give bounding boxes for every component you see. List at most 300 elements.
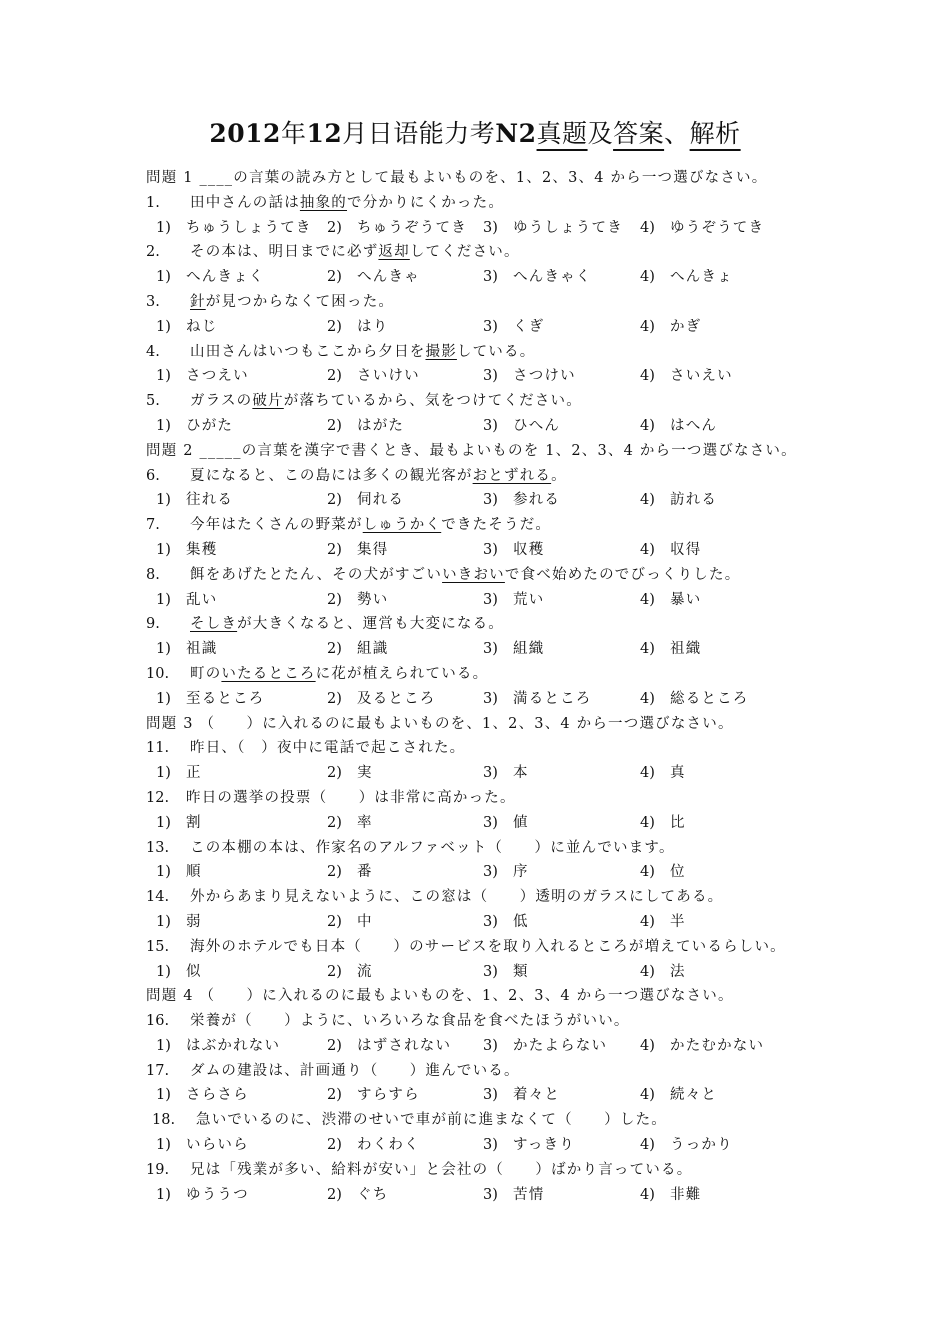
option-number: 1)	[156, 913, 171, 930]
option-text: 率	[357, 814, 373, 831]
option-text: はり	[357, 318, 389, 335]
question-item	[146, 1009, 846, 1034]
answer-option-1	[156, 811, 202, 836]
underlined-word: 破片	[252, 393, 284, 410]
option-number: 4)	[640, 765, 655, 782]
answer-option-1	[156, 265, 265, 290]
option-text: へんきゃく	[513, 269, 592, 286]
question-item	[146, 240, 846, 265]
question-number: 1.	[146, 194, 160, 211]
option-number: 2)	[327, 1087, 342, 1104]
page-title: 2012年12月日语能力考N2真题及答案、解析	[209, 119, 741, 148]
question-item	[146, 191, 846, 216]
answer-option-2	[327, 860, 373, 885]
option-text: 参れる	[513, 492, 561, 509]
question-text-end: が見つからなくて困った。	[205, 293, 395, 310]
option-text: 実	[357, 765, 373, 782]
option-number: 1)	[156, 1137, 171, 1154]
question-list	[146, 166, 846, 1207]
option-text: 位	[670, 864, 686, 881]
option-number: 1)	[156, 963, 171, 980]
option-text: ゆうしょうてき	[513, 219, 623, 236]
answer-option-3	[483, 1133, 575, 1158]
option-number: 2)	[327, 1137, 342, 1154]
option-number: 4)	[640, 1186, 655, 1203]
option-number: 1)	[156, 641, 171, 658]
answer-option-3	[483, 811, 529, 836]
option-number: 3)	[483, 963, 498, 980]
option-text: 順	[186, 864, 202, 881]
question-number: 7.	[146, 517, 160, 534]
answer-option-1	[156, 687, 265, 712]
option-number: 3)	[483, 765, 498, 782]
option-number: 3)	[483, 417, 498, 434]
option-text: 非難	[670, 1186, 702, 1203]
answer-option-4	[640, 538, 701, 563]
question-text-end: している。	[456, 343, 536, 360]
option-number: 2)	[327, 269, 342, 286]
option-number: 2)	[327, 368, 342, 385]
option-text: 伺れる	[357, 492, 405, 509]
question-number: 10.	[146, 665, 170, 682]
option-number: 3)	[483, 591, 498, 608]
option-number: 4)	[640, 541, 655, 558]
answer-option-4	[640, 1083, 717, 1108]
option-number: 1)	[156, 492, 171, 509]
question-text-end: できたそうだ。	[441, 517, 552, 534]
question-item	[146, 290, 846, 315]
option-number: 4)	[640, 492, 655, 509]
question-text: 外からあまり見えないように、この窓は（ ）透明のガラスにしてある。	[190, 889, 724, 906]
option-text: かぎ	[670, 318, 702, 335]
option-number: 3)	[483, 913, 498, 930]
question-item	[146, 736, 846, 761]
option-text: 訪れる	[670, 492, 718, 509]
option-text: さいけい	[357, 368, 420, 385]
option-number: 2)	[327, 765, 342, 782]
option-number: 1)	[156, 591, 171, 608]
question-text-end: で分かりにくかった。	[347, 194, 505, 211]
option-text: 収穫	[513, 541, 545, 558]
option-number: 3)	[483, 269, 498, 286]
answer-options	[146, 315, 846, 340]
option-number: 2)	[327, 219, 342, 236]
option-number: 3)	[483, 492, 498, 509]
answer-option-4	[640, 488, 717, 513]
answer-option-1	[156, 637, 217, 662]
option-text: 乱い	[186, 591, 218, 608]
answer-option-2	[327, 315, 388, 340]
answer-options	[146, 960, 846, 985]
option-number: 4)	[640, 318, 655, 335]
answer-option-3	[483, 910, 529, 935]
option-text: ひへん	[513, 417, 561, 434]
option-text: 荒い	[513, 591, 545, 608]
answer-option-2	[327, 364, 420, 389]
option-text: 往れる	[186, 492, 234, 509]
answer-option-4	[640, 811, 686, 836]
underlined-word: いきおい	[442, 566, 505, 583]
answer-option-1	[156, 860, 202, 885]
option-number: 3)	[483, 1186, 498, 1203]
answer-options	[146, 687, 846, 712]
answer-option-3	[483, 538, 544, 563]
option-text: 弱	[186, 913, 202, 930]
answer-options	[146, 265, 846, 290]
option-number: 1)	[156, 1186, 171, 1203]
question-item	[146, 1108, 846, 1133]
underlined-word: 抽象的	[299, 194, 348, 211]
option-number: 3)	[483, 1087, 498, 1104]
question-text: 夏になると、この島には多くの観光客が	[190, 467, 473, 484]
option-number: 4)	[640, 1087, 655, 1104]
question-item	[146, 513, 846, 538]
answer-option-1	[156, 364, 249, 389]
option-text: すらすら	[357, 1087, 420, 1104]
option-number: 1)	[156, 318, 171, 335]
question-number: 12.	[146, 789, 170, 806]
option-text: 祖織	[670, 641, 702, 658]
question-item	[146, 885, 846, 910]
option-text: ぐち	[357, 1186, 389, 1203]
option-number: 2)	[327, 541, 342, 558]
question-text: ダムの建設は、計画通り（ ）進んでいる。	[190, 1062, 520, 1079]
answer-option-2	[327, 1183, 388, 1208]
option-number: 3)	[483, 864, 498, 881]
question-text: 餌をあげたとたん、その犬がすごい	[190, 566, 443, 583]
question-item	[146, 389, 846, 414]
answer-option-4	[640, 315, 701, 340]
option-text: ねじ	[186, 318, 218, 335]
answer-option-3	[483, 687, 592, 712]
answer-options	[146, 488, 846, 513]
answer-option-3	[483, 637, 544, 662]
underlined-word: 返却	[378, 244, 410, 261]
option-number: 3)	[483, 1037, 498, 1054]
option-text: すっきり	[513, 1137, 575, 1154]
option-number: 2)	[327, 864, 342, 881]
option-text: 組識	[357, 641, 389, 658]
option-number: 4)	[640, 641, 655, 658]
section-heading: 問題 4 （ ）に入れるのに最もよいものを、1、2、3、4 から一つ選びなさい。	[146, 988, 734, 1005]
answer-option-4	[640, 265, 733, 290]
option-number: 3)	[483, 814, 498, 831]
option-number: 1)	[156, 417, 171, 434]
question-item	[146, 786, 846, 811]
option-number: 3)	[483, 641, 498, 658]
option-number: 2)	[327, 690, 342, 707]
option-number: 3)	[483, 690, 498, 707]
answer-options	[146, 1183, 846, 1208]
answer-options	[146, 588, 846, 613]
answer-option-4	[640, 860, 686, 885]
answer-option-4	[640, 1183, 701, 1208]
option-number: 4)	[640, 1137, 655, 1154]
option-number: 1)	[156, 690, 171, 707]
answer-option-2	[327, 687, 436, 712]
answer-option-2	[327, 538, 388, 563]
answer-option-4	[640, 1034, 764, 1059]
answer-option-2	[327, 910, 373, 935]
option-text: 暴い	[670, 591, 702, 608]
question-item	[146, 464, 846, 489]
answer-option-4	[640, 364, 733, 389]
answer-options	[146, 811, 846, 836]
option-number: 1)	[156, 219, 171, 236]
option-number: 4)	[640, 219, 655, 236]
option-number: 4)	[640, 814, 655, 831]
option-text: 正	[186, 765, 202, 782]
answer-option-3	[483, 588, 544, 613]
answer-option-2	[327, 637, 388, 662]
option-number: 3)	[483, 219, 498, 236]
answer-option-2	[327, 588, 388, 613]
question-text-end: が大きくなると、運営も大変になる。	[237, 616, 505, 633]
answer-option-3	[483, 315, 544, 340]
option-text: へんきゃ	[357, 269, 420, 286]
option-text: ゆううつ	[186, 1186, 249, 1203]
question-number: 18.	[152, 1112, 176, 1129]
option-text: 類	[513, 963, 529, 980]
question-number: 2.	[146, 244, 160, 261]
answer-option-3	[483, 860, 529, 885]
option-number: 1)	[156, 814, 171, 831]
option-number: 2)	[327, 591, 342, 608]
question-text-end: に花が植えられている。	[315, 665, 489, 682]
option-number: 3)	[483, 318, 498, 335]
option-number: 1)	[156, 864, 171, 881]
option-text: さつえい	[186, 368, 249, 385]
option-text: はぶかれない	[186, 1037, 281, 1054]
question-text-end: が落ちているから、気をつけてください。	[283, 393, 582, 410]
answer-option-4	[640, 960, 686, 985]
option-number: 1)	[156, 368, 171, 385]
answer-options	[146, 364, 846, 389]
option-number: 2)	[327, 913, 342, 930]
answer-option-2	[327, 1133, 420, 1158]
option-number: 4)	[640, 269, 655, 286]
question-number: 11.	[146, 740, 170, 757]
question-text: この本棚の本は、作家名のアルファベット（ ）に並んでいます。	[190, 839, 675, 856]
option-text: 流	[357, 963, 373, 980]
answer-option-1	[156, 761, 202, 786]
answer-option-1	[156, 488, 233, 513]
underlined-word: 撮影	[425, 343, 457, 360]
answer-option-3	[483, 1083, 560, 1108]
answer-options	[146, 637, 846, 662]
question-number: 6.	[146, 467, 160, 484]
answer-option-2	[327, 216, 467, 241]
option-text: かたよらない	[513, 1037, 608, 1054]
option-number: 2)	[327, 492, 342, 509]
answer-option-2	[327, 1083, 420, 1108]
underlined-word: いたるところ	[221, 665, 316, 682]
underlined-word: しゅうかく	[362, 517, 442, 534]
option-text: 真	[670, 765, 686, 782]
option-text: 祖識	[186, 641, 218, 658]
section-heading: 問題 3 （ ）に入れるのに最もよいものを、1、2、3、4 から一つ選びなさい。	[146, 715, 734, 732]
question-number: 5.	[146, 393, 160, 410]
answer-option-2	[327, 761, 373, 786]
answer-option-1	[156, 588, 217, 613]
question-number: 8.	[146, 566, 160, 583]
answer-options	[146, 1083, 846, 1108]
option-text: 法	[670, 963, 686, 980]
option-number: 3)	[483, 368, 498, 385]
option-number: 1)	[156, 269, 171, 286]
question-text: 田中さんの話は	[190, 194, 300, 211]
option-number: 4)	[640, 368, 655, 385]
question-number: 13.	[146, 839, 170, 856]
option-text: さいえい	[670, 368, 733, 385]
question-text: 急いでいるのに、渋滞のせいで車が前に進まなくて（ ）した。	[196, 1112, 667, 1129]
option-text: ゆうぞうてき	[670, 219, 765, 236]
option-text: くぎ	[513, 318, 545, 335]
option-text: 本	[513, 765, 529, 782]
option-text: うっかり	[670, 1137, 733, 1154]
option-text: 番	[357, 864, 373, 881]
answer-option-1	[156, 960, 202, 985]
option-text: 総るところ	[670, 690, 749, 707]
underlined-word: おとずれる	[472, 467, 552, 484]
option-number: 2)	[327, 318, 342, 335]
option-text: 集穫	[186, 541, 218, 558]
answer-options	[146, 860, 846, 885]
option-text: へんきょ	[670, 269, 733, 286]
title-level: N2	[495, 119, 537, 148]
option-text: 集得	[357, 541, 389, 558]
option-text: はがた	[357, 417, 405, 434]
question-item	[146, 1059, 846, 1084]
answer-option-3	[483, 265, 592, 290]
option-number: 4)	[640, 913, 655, 930]
underlined-word: そしき	[190, 616, 238, 633]
question-text: 昨日の選挙の投票（ ）は非常に高かった。	[186, 789, 516, 806]
answer-option-2	[327, 488, 404, 513]
answer-option-1	[156, 1034, 280, 1059]
option-text: 中	[357, 913, 373, 930]
option-text: 似	[186, 963, 202, 980]
option-number: 1)	[156, 1087, 171, 1104]
answer-option-4	[640, 687, 749, 712]
answer-option-2	[327, 265, 420, 290]
question-item	[146, 1158, 846, 1183]
option-text: 比	[670, 814, 686, 831]
answer-option-3	[483, 216, 623, 241]
option-text: へんきょく	[186, 269, 265, 286]
answer-option-4	[640, 588, 701, 613]
answer-option-3	[483, 364, 576, 389]
answer-options	[146, 216, 846, 241]
option-number: 4)	[640, 963, 655, 980]
option-number: 4)	[640, 864, 655, 881]
title-month: 12	[306, 119, 343, 148]
option-text: 低	[513, 913, 529, 930]
answer-options	[146, 761, 846, 786]
title-year: 2012	[209, 119, 281, 148]
question-item	[146, 836, 846, 861]
option-number: 2)	[327, 963, 342, 980]
option-text: ちゅうしょうてき	[186, 219, 312, 236]
option-text: 勢い	[357, 591, 389, 608]
answer-option-2	[327, 414, 404, 439]
answer-option-4	[640, 761, 686, 786]
question-text: 今年はたくさんの野菜が	[190, 517, 363, 534]
question-item	[146, 662, 846, 687]
option-number: 2)	[327, 1186, 342, 1203]
answer-option-1	[156, 1183, 249, 1208]
section-heading: 問題 2 _____の言葉を漢字で書くとき、最もよいものを 1、2、3、4 から一つ選びなさい。	[146, 442, 797, 459]
option-text: はへん	[670, 417, 718, 434]
question-number: 14.	[146, 889, 170, 906]
option-text: 至るところ	[186, 690, 265, 707]
question-item	[146, 340, 846, 365]
question-number: 15.	[146, 938, 170, 955]
option-number: 4)	[640, 690, 655, 707]
option-text: 満るところ	[513, 690, 592, 707]
answer-option-1	[156, 538, 217, 563]
question-text-end: 。	[551, 467, 567, 484]
option-text: ひがた	[186, 417, 234, 434]
option-number: 3)	[483, 1137, 498, 1154]
answer-option-3	[483, 960, 529, 985]
question-text: 海外のホテルでも日本（ ）のサービスを取り入れるところが増えているらしい。	[190, 938, 786, 955]
question-text-end: してください。	[409, 244, 520, 261]
answer-option-1	[156, 1083, 249, 1108]
option-text: 割	[186, 814, 202, 831]
answer-option-4	[640, 216, 764, 241]
answer-option-1	[156, 414, 233, 439]
question-text-end: で食べ始めたのでびっくりした。	[504, 566, 741, 583]
option-number: 2)	[327, 641, 342, 658]
option-number: 1)	[156, 765, 171, 782]
option-number: 4)	[640, 1037, 655, 1054]
question-text: その本は、明日までに必ず	[190, 244, 379, 261]
answer-options	[146, 1133, 846, 1158]
option-text: わくわく	[357, 1137, 420, 1154]
answer-option-1	[156, 1133, 249, 1158]
option-number: 2)	[327, 417, 342, 434]
question-item	[146, 612, 846, 637]
option-text: 値	[513, 814, 529, 831]
answer-option-3	[483, 488, 560, 513]
underlined-word: 針	[190, 293, 206, 310]
question-text: 昨日、（ ）夜中に電話で起こされた。	[190, 740, 466, 757]
question-number: 19.	[146, 1161, 170, 1178]
section-heading: 問題 1 ____の言葉の読み方として最もよいものを、1、2、3、4 から一つ選びなさい。	[146, 170, 768, 186]
option-text: 序	[513, 864, 529, 881]
option-text: 及るところ	[357, 690, 436, 707]
option-text: 続々と	[670, 1087, 718, 1104]
option-number: 2)	[327, 814, 342, 831]
question-item	[146, 935, 846, 960]
question-text: ガラスの	[190, 393, 253, 410]
option-number: 1)	[156, 1037, 171, 1054]
answer-options	[146, 414, 846, 439]
question-number: 17.	[146, 1062, 170, 1079]
option-text: 苦情	[513, 1186, 545, 1203]
option-text: 半	[670, 913, 686, 930]
answer-options	[146, 910, 846, 935]
answer-option-2	[327, 1034, 451, 1059]
question-item	[146, 563, 846, 588]
option-text: さつけい	[513, 368, 576, 385]
answer-option-4	[640, 910, 686, 935]
option-number: 4)	[640, 417, 655, 434]
answer-option-1	[156, 315, 217, 340]
answer-option-2	[327, 811, 373, 836]
option-text: 組織	[513, 641, 545, 658]
